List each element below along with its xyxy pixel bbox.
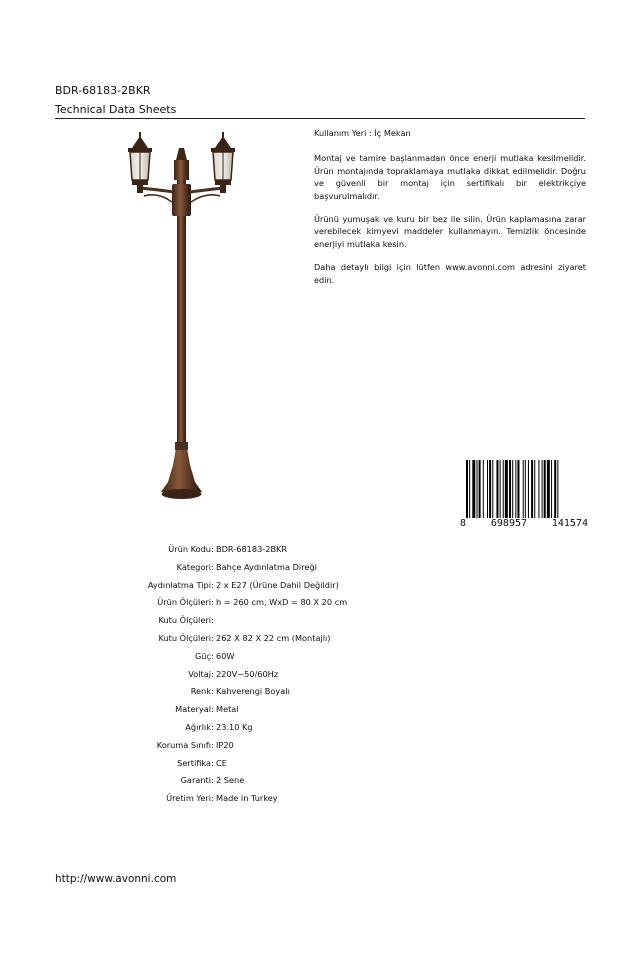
spec-value: 220V~50/60Hz <box>216 668 279 679</box>
barcode-bar <box>544 460 546 518</box>
spec-separator: : <box>211 721 214 732</box>
spec-row <box>0 651 640 669</box>
barcode-bar <box>479 460 481 518</box>
barcode-bar <box>466 460 468 518</box>
barcode-bar <box>551 460 552 518</box>
barcode-bar <box>525 460 526 518</box>
spec-value: IP20 <box>216 739 234 750</box>
spec-label: Ağırlık <box>185 721 211 732</box>
spec-value: 60W <box>216 650 235 661</box>
footer-website-link[interactable]: http://www.avonni.com <box>55 873 177 885</box>
spec-row <box>0 686 640 704</box>
spec-separator: : <box>211 793 214 804</box>
spec-separator: : <box>211 686 214 697</box>
header-divider <box>55 118 585 119</box>
safety-note: Montaj ve tamire başlanmadan önce enerji mutlaka kesilmelidir. Ürün montajında topraklamaya mutlaka dikkat edilmelidir. Doğru ve güvenli bir montaj için sertifikalı bir elektrikçiye başvurulmalıdır. <box>314 153 586 201</box>
spec-label: Ürün Ölçüleri <box>157 597 211 608</box>
spec-row <box>0 704 640 722</box>
spec-label: Koruma Sınıfı <box>156 739 211 750</box>
barcode-bar <box>547 460 550 518</box>
spec-separator: : <box>211 668 214 679</box>
spec-value: Metal <box>216 704 239 715</box>
spec-label: Renk <box>190 686 211 697</box>
usage-location: Kullanım Yeri : İç Mekan <box>314 128 411 138</box>
spec-separator: : <box>211 632 214 643</box>
spec-value: 2 x E27 (Ürüne Dahil Değildir) <box>216 579 339 590</box>
more-info-note: Daha detaylı bilgi için lütfen www.avonni.com adresini ziyaret edin. <box>314 262 586 285</box>
barcode-bar <box>477 460 478 518</box>
spec-row <box>0 544 640 562</box>
barcode-bar <box>534 460 535 518</box>
barcode-digit-group: 8 <box>460 518 467 529</box>
spec-row <box>0 775 640 793</box>
spec-row <box>0 793 640 811</box>
barcode-bar <box>515 460 516 518</box>
spec-value: Made in Turkey <box>216 793 278 804</box>
barcode-bar <box>483 460 484 518</box>
spec-value: 23.10 Kg <box>216 721 253 732</box>
spec-separator: : <box>211 561 214 572</box>
barcode-bar <box>472 460 475 518</box>
spec-separator: : <box>211 650 214 661</box>
barcode-bar <box>554 460 556 518</box>
spec-value: h = 260 cm, WxD = 80 X 20 cm <box>216 597 348 608</box>
barcode-digit-group: 141574 <box>551 518 588 529</box>
spec-value: 262 X 82 X 22 cm (Montajlı) <box>216 632 331 643</box>
spec-label: Kategori <box>176 561 211 572</box>
spec-value: 2 Sene <box>216 775 245 786</box>
spec-separator: : <box>211 615 214 626</box>
barcode-digits <box>460 518 588 529</box>
spec-separator: : <box>211 579 214 590</box>
spec-row <box>0 615 640 633</box>
spec-separator: : <box>211 739 214 750</box>
spec-label: Üretim Yeri <box>166 793 211 804</box>
spec-row <box>0 562 640 580</box>
spec-row <box>0 669 640 687</box>
spec-value: Bahçe Aydınlatma Direği <box>216 561 317 572</box>
spec-label: Kutu Ölçüleri <box>158 615 211 626</box>
spec-row <box>0 580 640 598</box>
spec-separator: : <box>211 775 214 786</box>
barcode-bar <box>512 460 513 518</box>
spec-label: Güç <box>194 650 211 661</box>
barcode-bar <box>503 460 504 518</box>
barcode-bar <box>528 460 529 518</box>
barcode-digit-group: 698957 <box>490 518 528 529</box>
spec-label: Aydınlatma Tipi <box>147 579 211 590</box>
barcode-bar <box>542 460 543 518</box>
barcode-bar <box>531 460 533 518</box>
barcode-bar <box>517 460 519 518</box>
barcode-bar <box>489 460 491 518</box>
barcode-bar <box>523 460 524 518</box>
product-code-heading: BDR-68183-2BKR <box>55 84 151 97</box>
document-subtitle: Technical Data Sheets <box>55 103 177 116</box>
spec-value: Kahverengi Boyalı <box>216 686 290 697</box>
spec-separator: : <box>211 544 214 554</box>
barcode-bar <box>509 460 511 518</box>
spec-label: Sertifika <box>177 757 211 768</box>
spec-separator: : <box>211 704 214 715</box>
spec-row <box>0 740 640 758</box>
barcode-bar <box>538 460 539 518</box>
spec-value: CE <box>216 757 227 768</box>
spec-label: Materyal <box>175 704 211 715</box>
barcode-bar <box>487 460 488 518</box>
barcode-bar <box>496 460 498 518</box>
spec-label: Kutu Ölçüleri <box>158 632 211 643</box>
spec-separator: : <box>211 757 214 768</box>
spec-value: BDR-68183-2BKR <box>216 544 288 554</box>
spec-label: Garanti <box>180 775 211 786</box>
spec-label: Voltaj <box>188 668 211 679</box>
barcode-bar <box>469 460 470 518</box>
product-image-lamp-post <box>110 130 260 510</box>
cleaning-note: Ürünü yumuşak ve kuru bir bez ile silin. Ürün kaplamasına zarar verebilecek kimyevi maddeler kullanmayın. Temizlik öncesinde enerjiyi mutlaka kesin. <box>314 214 586 249</box>
spec-row <box>0 633 640 651</box>
barcode-bar <box>505 460 508 518</box>
barcode-bar <box>557 460 558 518</box>
spec-row <box>0 758 640 776</box>
spec-row <box>0 722 640 740</box>
spec-row <box>0 597 640 615</box>
spec-table <box>0 544 640 811</box>
product-info-text <box>314 127 586 297</box>
barcode-bar <box>500 460 501 518</box>
barcode-bar <box>492 460 493 518</box>
spec-separator: : <box>211 597 214 608</box>
spec-label: Ürün Kodu <box>168 544 211 554</box>
